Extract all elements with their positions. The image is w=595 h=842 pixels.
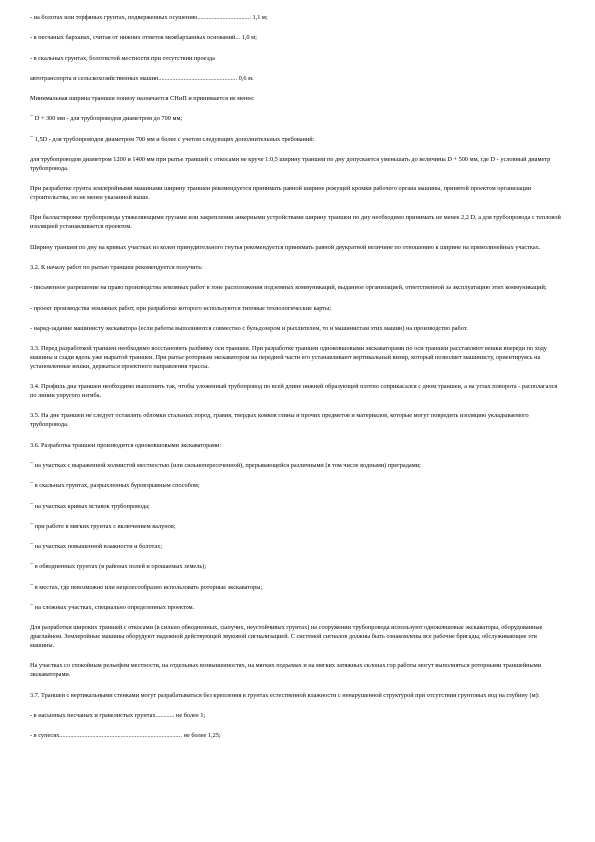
paragraph: Ширину траншеи по дну на кривых участках из колен принудительного гнутья рекомендуется принимать равной двукратной величине по отношению к ширине на прямолинейных участках.	[30, 243, 541, 251]
paragraph: 3.6. Разработка траншеи производится одноковшовыми экскаваторами:	[30, 441, 222, 449]
list-item: - наряд-задание машинисту экскаватора (если работы выполняются совместно с бульдозером и рыхлителем, то и машинистам этих машин) на производство работ.	[30, 324, 468, 332]
list-item: автотранспорта и сельскохозяйственных машин.................................................. 0,6 м.	[30, 74, 254, 82]
list-item: - в супесях.............................................................................. не более 1,25;	[30, 732, 221, 740]
list-item: ¯ 1,5D - для трубопроводов диаметром 700 мм и более с учетом следующих дополнительных требований:	[30, 135, 315, 143]
paragraph: На участках со спокойным рельефом местности, на отдельных возвышенностях, на мягких подъемах и на мягких затяжных склонах гор работы могут выполняться роторными траншейными экскаваторами.	[30, 662, 542, 679]
list-item: ¯ на сложных участках, специально определенных проектом.	[30, 604, 195, 612]
list-item: ¯ D + 300 мм - для трубопроводов диаметром до 700 мм;	[30, 115, 183, 123]
list-item: ¯ на участках кривых вставок трубопровода;	[30, 502, 150, 510]
list-item: ¯ в скальных грунтах, разрыхленных буровзрывным способом;	[30, 482, 200, 490]
paragraph: 3.3. Перед разработкой траншеи необходимо восстановить разбивку оси траншеи. При разработке траншеи одноковшовыми экскаваторами по оси траншеи расставляют вешки впереди по ходу машины и сзади вдоль уже вырытой траншеи. При рытье роторным экскаватором на передней части его устанавливают вертикальный визир, который позволяет машинисту, ориентируясь на установленные вешки, держаться проектного направления трассы.	[30, 345, 547, 370]
paragraph: для трубопроводов диаметром 1200 и 1400 мм при рытье траншей с откосами не круче 1:0,5 ширину траншеи по дну допускается уменьшать до величины D + 500 мм, где D - условный диаметр трубопровода.	[30, 156, 551, 172]
list-item: - в насыпных песчаных и гравелистых грунтах............ не более 1;	[30, 711, 206, 719]
list-item: - на болотах или торфяных грунтах, подверженных осушению.................................. 1,1 м;	[30, 14, 268, 21]
list-item: - письменное разрешение на право производства земляных работ в зоне расположения подземных коммуникаций, выданное организацией, ответственной за эксплуатацию этих коммуникаций;	[30, 284, 547, 292]
section-heading: 3.2. К началу работ по рытью траншеи рекомендуется получить:	[30, 263, 203, 271]
list-item: - в скальных грунтах, болотистой местности при отсутствии проезда	[30, 54, 215, 62]
paragraph: 3.4. Профиль дна траншеи необходимо выполнять так, чтобы уложенный трубопровод по всей длине нижней образующей плотно соприкасался с дном траншеи, а на углах поворота - располагался по линии упругого изгиба.	[30, 383, 558, 400]
paragraph: 3.7. Траншеи с вертикальными стенками могут разрабатываться без крепления в грунтах естественной влажности с ненарушенной структурой при отсутствии грунтовых вод на глубину (м):	[30, 691, 540, 699]
list-item: ¯ в местах, где невозможно или нецелесообразно использовать роторные экскаваторы;	[30, 583, 263, 591]
paragraph: При балластировке трубопровода утяжеляющими грузами или закреплении анкерными устройствами ширину траншеи по дну необходимо принимать не менее 2,2 D, а для трубопровода с тепловой изоляцией устанавливается проектом.	[30, 214, 561, 231]
list-item: ¯ на участках повышенной влажности и болотах;	[30, 543, 163, 551]
list-item: - проект производства земляных работ, при разработке которого используются типовые технологические карты;	[30, 304, 332, 312]
list-item: ¯ в обводненных грунтах (в районах полей и орошаемых земель);	[30, 563, 207, 571]
paragraph: Для разработки широких траншей с откосами (в сильно обводненных, сыпучих, неустойчивых грунтах) на сооружении трубопровода используют одноковшовые экскаваторы, оборудованные драглайном. Землеройные машины оборудуют надежной действующей звуковой сигнализацией. С системой сигналов должны быть ознакомлены все рабочие бригады, обслуживающие эти машины.	[30, 624, 543, 650]
list-item: ¯ на участках с выраженной холмистой местностью (или сильнопересеченной), прерывающейся различными (в том числе водными) преградами;	[30, 461, 421, 469]
list-item: - в песчаных барханах, считая от нижних отметок межбарханных оснований... 1,0 м;	[30, 34, 257, 42]
paragraph: Минимальная ширина траншеи понизу назначается СНиП и принимается не менее:	[30, 95, 255, 103]
paragraph: 3.5. На дне траншеи не следует оставлять обломки стальных пород, гравия, твердых комков глины и прочих предметов и материалов, которые могут повредить изоляцию укладываемого трубопровода.	[30, 412, 529, 429]
paragraph: При разработке грунта землеройными машинами ширину траншеи рекомендуется принимать равной ширине режущей кромки рабочего органа машины, принятой проектом организации строительства, но не менее указанной выше.	[30, 185, 532, 202]
list-item: ¯ при работе в мягких грунтах с включением валунов;	[30, 522, 176, 530]
